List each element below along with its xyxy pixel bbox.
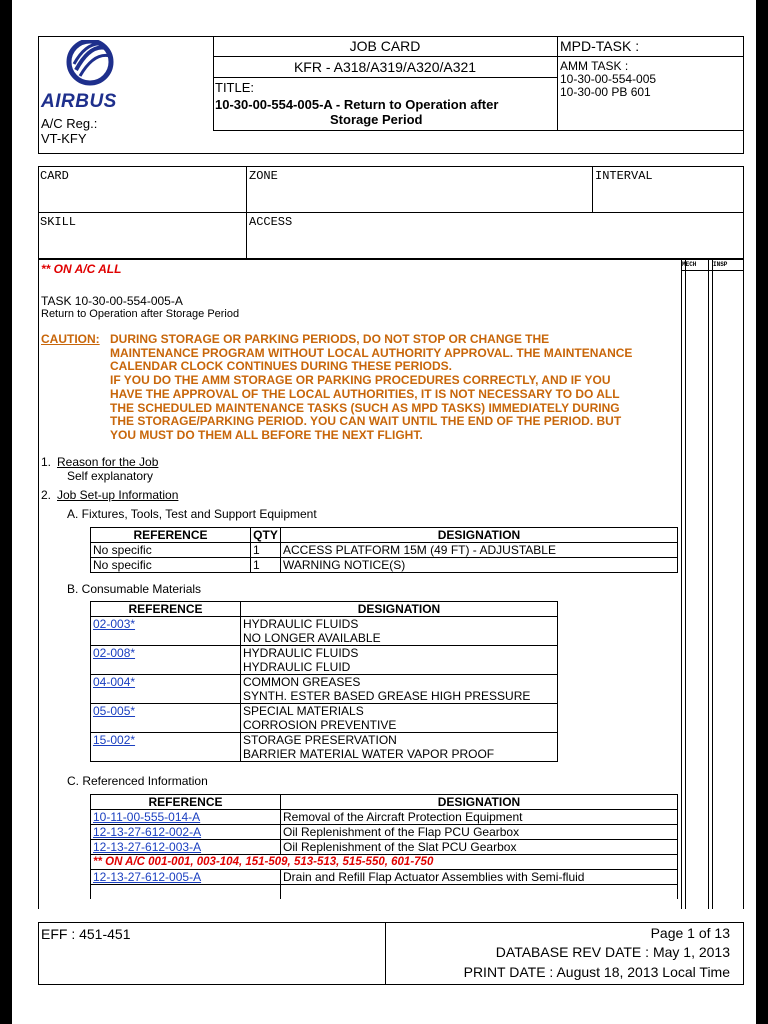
designation-cell: Removal of the Aircraft Protection Equipment xyxy=(281,810,678,825)
consumable-link[interactable]: 05-005* xyxy=(93,704,136,718)
task-title: Return to Operation after Storage Period xyxy=(41,308,240,320)
caution-line: HAVE THE APPROVAL OF THE LOCAL AUTHORITIES, IT IS NOT NECESSARY TO DO ALL xyxy=(110,386,620,401)
consumable-link[interactable]: 02-003* xyxy=(93,617,136,631)
consumables-table xyxy=(90,601,558,762)
job-card-heading: JOB CARD xyxy=(349,38,421,54)
designation-cell: ACCESS PLATFORM 15M (49 FT) - ADJUSTABLE xyxy=(281,543,678,558)
interval-label: INTERVAL xyxy=(595,169,653,183)
caution-line: IF YOU DO THE AMM STORAGE OR PARKING PROCEDURES CORRECTLY, AND IF YOU xyxy=(110,373,611,388)
table-row xyxy=(91,885,678,899)
applicability-note: ** ON A/C 001-001, 003-104, 151-509, 513-513, 515-550, 601-750 xyxy=(91,855,678,870)
caution-text xyxy=(110,333,680,443)
table-row xyxy=(91,733,558,762)
column-header: DESIGNATION xyxy=(281,795,678,810)
caution-line: THE SCHEDULED MAINTENANCE TASKS (SUCH AS MPD TASKS) IMMEDIATELY DURING xyxy=(110,400,620,415)
table-row xyxy=(91,870,678,885)
consumable-link[interactable]: 04-004* xyxy=(93,675,136,689)
table-row xyxy=(91,704,558,733)
section-1-number: 1. xyxy=(41,455,52,469)
table-row xyxy=(91,558,678,573)
section-2-title: Job Set-up Information xyxy=(57,488,179,502)
airbus-logo-text: AIRBUS xyxy=(41,91,117,112)
references-table xyxy=(90,794,678,899)
page-number: Page 1 of 13 xyxy=(650,925,730,941)
reference-link[interactable]: 12-13-27-612-003-A xyxy=(93,840,202,854)
print-date: PRINT DATE : August 18, 2013 Local Time xyxy=(463,964,730,980)
access-label: ACCESS xyxy=(249,215,293,229)
designation-line: NO LONGER AVAILABLE xyxy=(243,631,381,645)
caution-line: THE STORAGE/PARKING PERIOD. YOU CAN WAIT UNTIL THE END OF THE PERIOD. BUT xyxy=(110,414,622,429)
designation-cell: Oil Replenishment of the Slat PCU Gearbox xyxy=(281,840,678,855)
amm-task-pb: 10-30-00 PB 601 xyxy=(560,85,651,99)
subsection-b-title: B. Consumable Materials xyxy=(67,582,202,596)
caution-line: DURING STORAGE OR PARKING PERIODS, DO NOT STOP OR CHANGE THE xyxy=(110,332,550,346)
ac-reg-value: VT-KFY xyxy=(41,131,87,146)
designation-line: BARRIER MATERIAL WATER VAPOR PROOF xyxy=(243,747,495,761)
designation-line: HYDRAULIC FLUID xyxy=(243,660,351,674)
mpd-task-label: MPD-TASK : xyxy=(560,38,640,54)
designation-line: HYDRAULIC FLUIDS xyxy=(243,646,359,660)
effectivity: EFF : 451-451 xyxy=(41,926,131,942)
column-header: QTY xyxy=(251,528,281,543)
designation-cell: Drain and Refill Flap Actuator Assemblies with Semi-fluid xyxy=(281,870,678,885)
section-1-title: Reason for the Job xyxy=(57,455,159,469)
task-number: TASK 10-30-00-554-005-A xyxy=(41,294,183,308)
designation-line: COMMON GREASES xyxy=(243,675,361,689)
applicability-all: ** ON A/C ALL xyxy=(41,262,122,276)
caution-label: CAUTION: xyxy=(41,332,100,346)
designation-line: HYDRAULIC FLUIDS xyxy=(243,617,359,631)
job-card-page xyxy=(12,0,756,1024)
caution-line: CALENDAR CLOCK CONTINUES DURING THESE PERIODS. xyxy=(110,359,453,374)
designation-line: SPECIAL MATERIALS xyxy=(243,704,364,718)
aircraft-models: KFR - A318/A319/A320/A321 xyxy=(293,59,477,75)
equipment-table xyxy=(90,527,678,573)
ac-reg-label: A/C Reg.: xyxy=(41,116,98,131)
column-header: REFERENCE xyxy=(91,528,251,543)
applicability-row xyxy=(91,855,678,870)
title-line-2: Storage Period xyxy=(330,112,423,127)
designation-line: SYNTH. ESTER BASED GREASE HIGH PRESSURE xyxy=(243,689,531,703)
designation-cell: Oil Replenishment of the Flap PCU Gearbox xyxy=(281,825,678,840)
column-header: DESIGNATION xyxy=(281,528,678,543)
reference-cell: No specific xyxy=(91,558,251,573)
card-label: CARD xyxy=(40,169,69,183)
table-row xyxy=(91,646,558,675)
mech-column-label: MECH xyxy=(682,261,697,268)
qty-cell: 1 xyxy=(251,543,281,558)
subsection-a-title: A. Fixtures, Tools, Test and Support Equipment xyxy=(67,507,317,521)
reference-cell: No specific xyxy=(91,543,251,558)
table-row xyxy=(91,840,678,855)
column-header: REFERENCE xyxy=(91,795,281,810)
reference-link[interactable]: 12-13-27-612-002-A xyxy=(93,825,202,839)
table-header-row xyxy=(91,602,558,617)
database-rev-date: DATABASE REV DATE : May 1, 2013 xyxy=(495,944,730,960)
qty-cell: 1 xyxy=(251,558,281,573)
consumable-link[interactable]: 15-002* xyxy=(93,733,136,747)
subsection-c-title: C. Referenced Information xyxy=(67,774,208,788)
reference-link[interactable]: 12-13-27-612-005-A xyxy=(93,870,202,884)
consumable-link[interactable]: 02-008* xyxy=(93,646,136,660)
title-line-1: 10-30-00-554-005-A - Return to Operation after xyxy=(215,97,499,112)
table-header-row xyxy=(91,528,678,543)
column-header: REFERENCE xyxy=(91,602,241,617)
table-row xyxy=(91,617,558,646)
insp-column-label: INSP xyxy=(713,261,728,268)
designation-cell: WARNING NOTICE(S) xyxy=(281,558,678,573)
reference-link[interactable]: 10-11-00-555-014-A xyxy=(93,810,201,824)
table-row xyxy=(91,675,558,704)
zone-label: ZONE xyxy=(249,169,278,183)
skill-label: SKILL xyxy=(40,215,77,229)
amm-task-label: AMM TASK : xyxy=(560,59,629,73)
table-row xyxy=(91,810,678,825)
table-row xyxy=(91,825,678,840)
amm-task-number: 10-30-00-554-005 xyxy=(560,72,657,86)
column-header: DESIGNATION xyxy=(241,602,558,617)
section-2-number: 2. xyxy=(41,488,52,502)
caution-line: MAINTENANCE PROGRAM WITHOUT LOCAL AUTHORITY APPROVAL. THE MAINTENANCE xyxy=(110,345,633,360)
table-row xyxy=(91,543,678,558)
caution-line: YOU MUST DO THEM ALL BEFORE THE NEXT FLIGHT. xyxy=(110,427,423,442)
section-1-text: Self explanatory xyxy=(67,469,154,483)
designation-line: STORAGE PRESERVATION xyxy=(243,733,397,747)
title-label: TITLE: xyxy=(215,80,255,95)
table-header-row xyxy=(91,795,678,810)
designation-line: CORROSION PREVENTIVE xyxy=(243,718,397,732)
